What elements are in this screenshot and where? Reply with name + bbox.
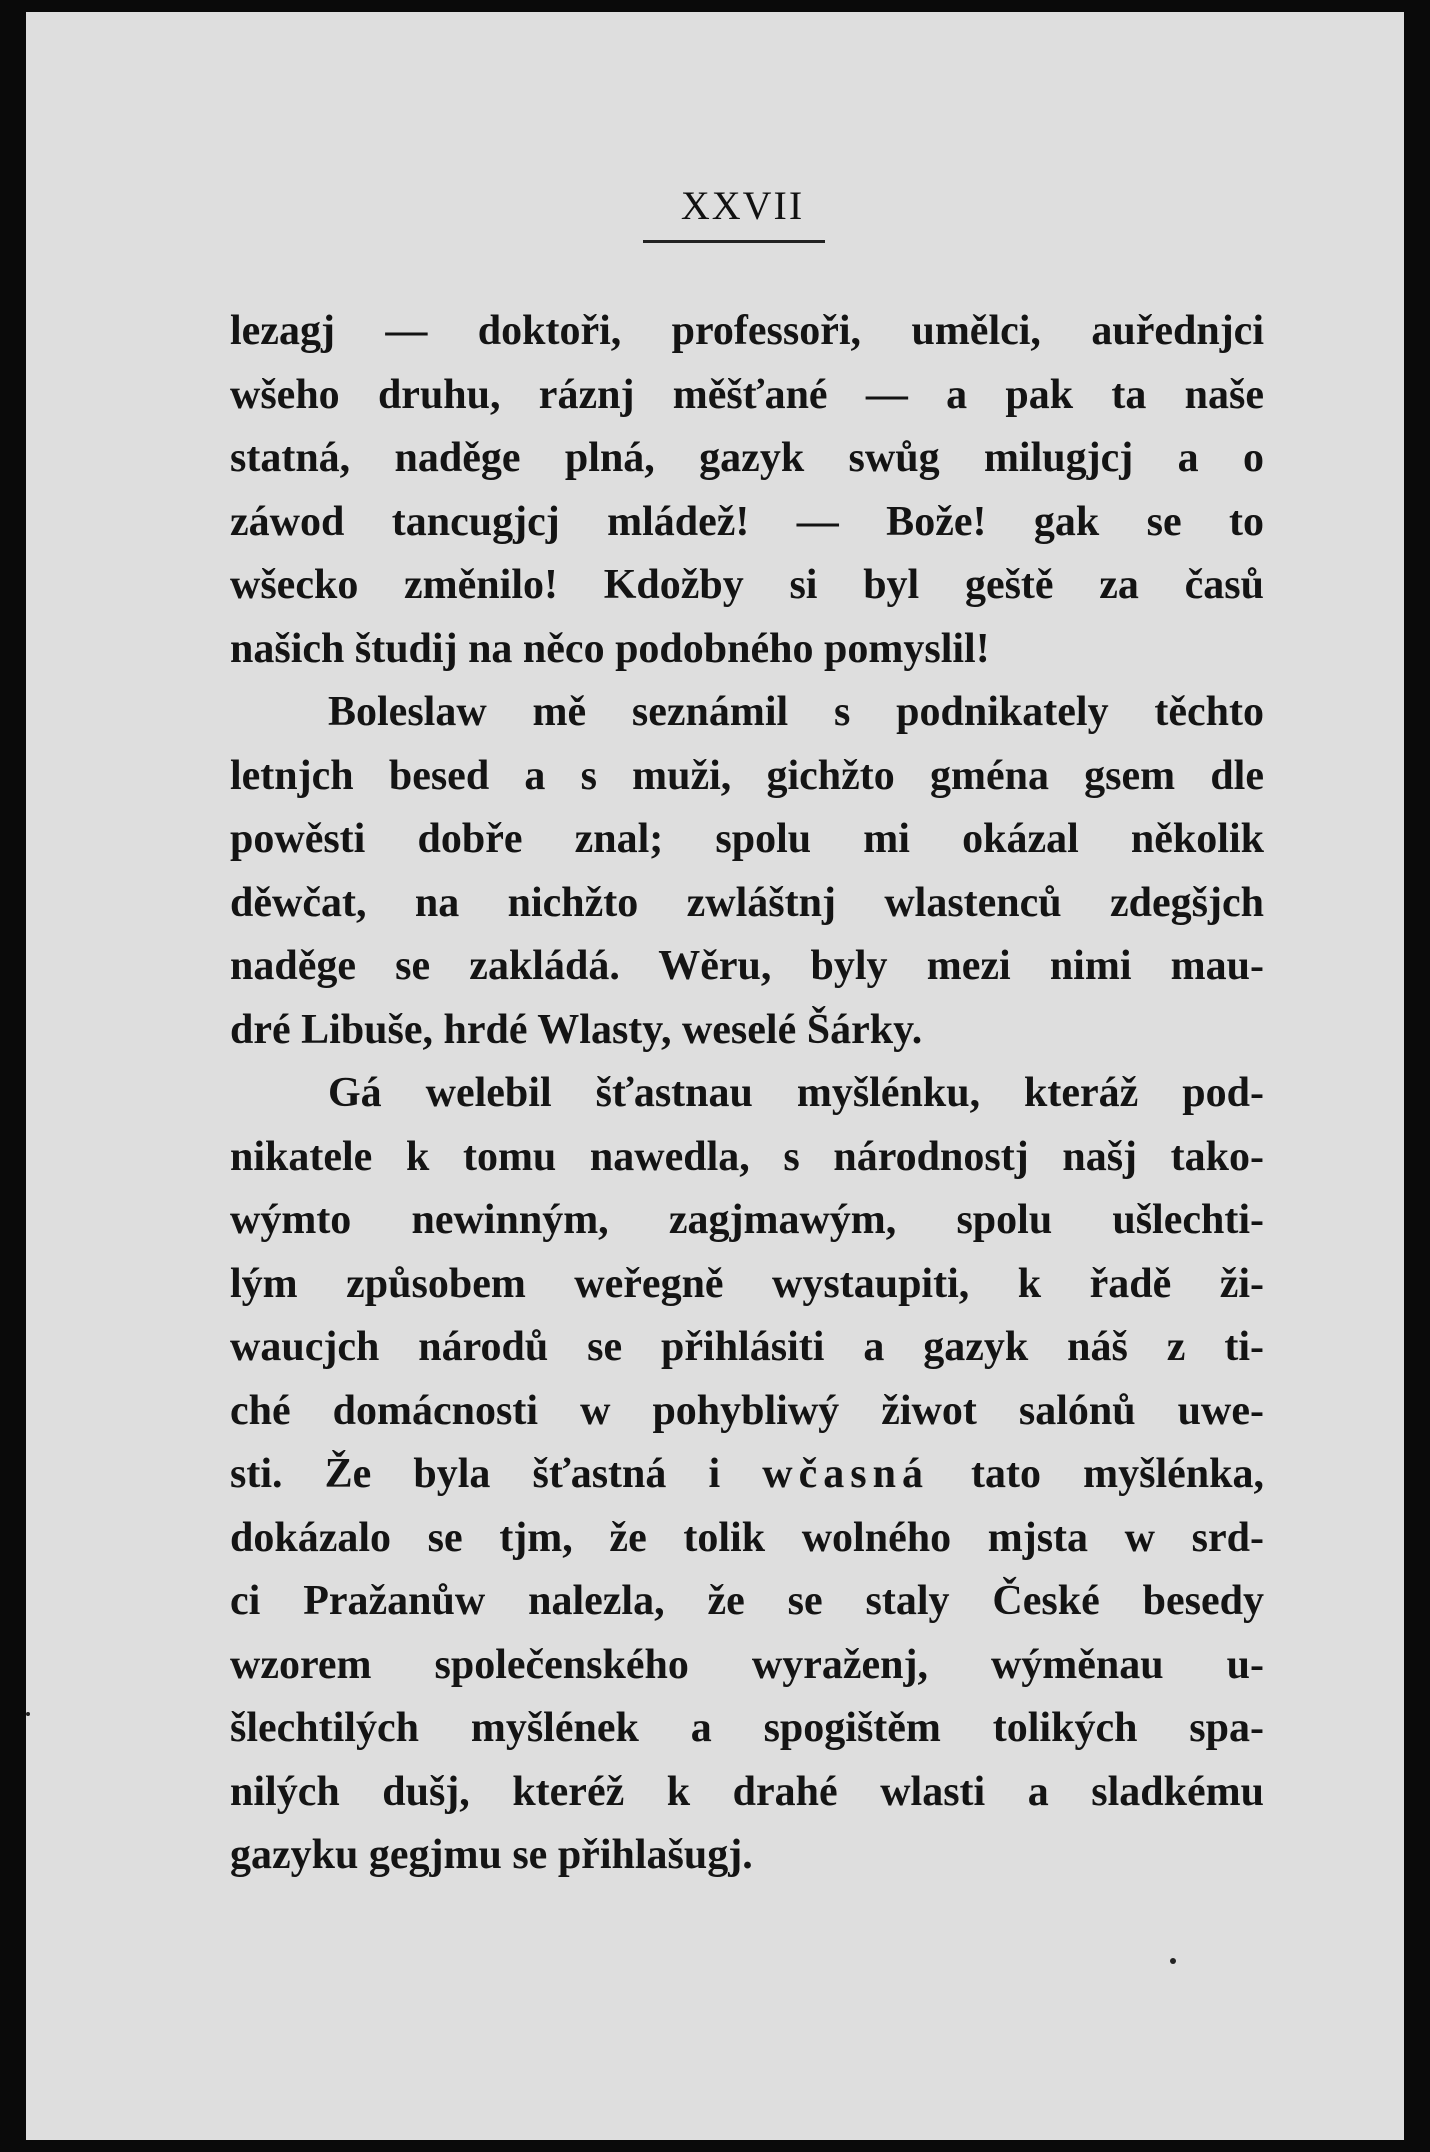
text-line: Boleslaw mě seznámil s podnikately těchto — [328, 689, 1264, 735]
text-segment: sti. Že byla šťastná i — [230, 1451, 763, 1497]
page-header — [26, 182, 1404, 229]
text-line: šlechtilých myšlének a spogištěm tolikých spa- — [230, 1705, 1264, 1751]
text-line: ché domácnosti w pohybliwý žiwot salónů uwe- — [230, 1387, 1264, 1434]
header-rule — [643, 240, 825, 243]
text-line: naděge se zakládá. Wěru, byly mezi nimi mau- — [230, 943, 1264, 989]
text-line: lým způsobem weřegně wystaupiti, k řadě ži- — [230, 1260, 1264, 1307]
text-segment: tato myšlénka, — [928, 1451, 1264, 1497]
text-line: letnjch besed a s muži, gichžto gména gsem dle — [230, 752, 1264, 799]
text-line: dokázalo se tjm, že tolik wolného mjsta w srd- — [230, 1514, 1264, 1561]
ink-speck — [1170, 1958, 1176, 1964]
text-line: nikatele k tomu nawedla, s národnostj našj tako- — [230, 1133, 1264, 1180]
text-line: nilých dušj, kteréž k drahé wlasti a sladkému — [230, 1768, 1264, 1815]
text-line: dré Libuše, hrdé Wlasty, weselé Šárky. — [230, 1006, 923, 1053]
book-page — [26, 12, 1404, 2140]
text-line: wšeho druhu, ráznj měšťané — a pak ta naše — [230, 371, 1264, 418]
text-line: děwčat, na nichžto zwláštnj wlastenců zdegšjch — [230, 879, 1264, 926]
spaced-emphasis: wčasná — [762, 1451, 929, 1497]
text-line: waucjch národů se přihlásiti a gazyk náš z ti- — [230, 1324, 1264, 1370]
text-line: wýmto newinným, zagjmawým, spolu ušlechti- — [230, 1197, 1264, 1243]
text-line: Gá welebil šťastnau myšlénku, kteráž pod- — [328, 1070, 1264, 1116]
text-line: ci Pražanůw nalezla, že se staly České besedy — [230, 1578, 1264, 1624]
text-line: statná, naděge plná, gazyk swůg milugjcj a o — [230, 435, 1264, 481]
page-number: XXVII — [680, 183, 805, 228]
body-text — [230, 300, 1264, 1888]
text-line: lezagj — doktoři, professoři, umělci, auřednjci — [230, 308, 1264, 354]
text-line: našich študij na něco podobného pomyslil! — [230, 625, 990, 672]
text-line: powěsti dobře znal; spolu mi okázal několik — [230, 816, 1264, 862]
ink-speck — [26, 1712, 30, 1716]
text-line — [230, 1443, 1264, 1507]
text-line: wšecko změnilo! Kdožby si byl geště za časů — [230, 562, 1264, 608]
text-line: gazyku gegjmu se přihlašugj. — [230, 1832, 753, 1878]
text-line: záwod tancugjcj mládež! — Bože! gak se to — [230, 498, 1264, 545]
text-line: wzorem společenského wyraženj, wýměnau u- — [230, 1641, 1264, 1688]
